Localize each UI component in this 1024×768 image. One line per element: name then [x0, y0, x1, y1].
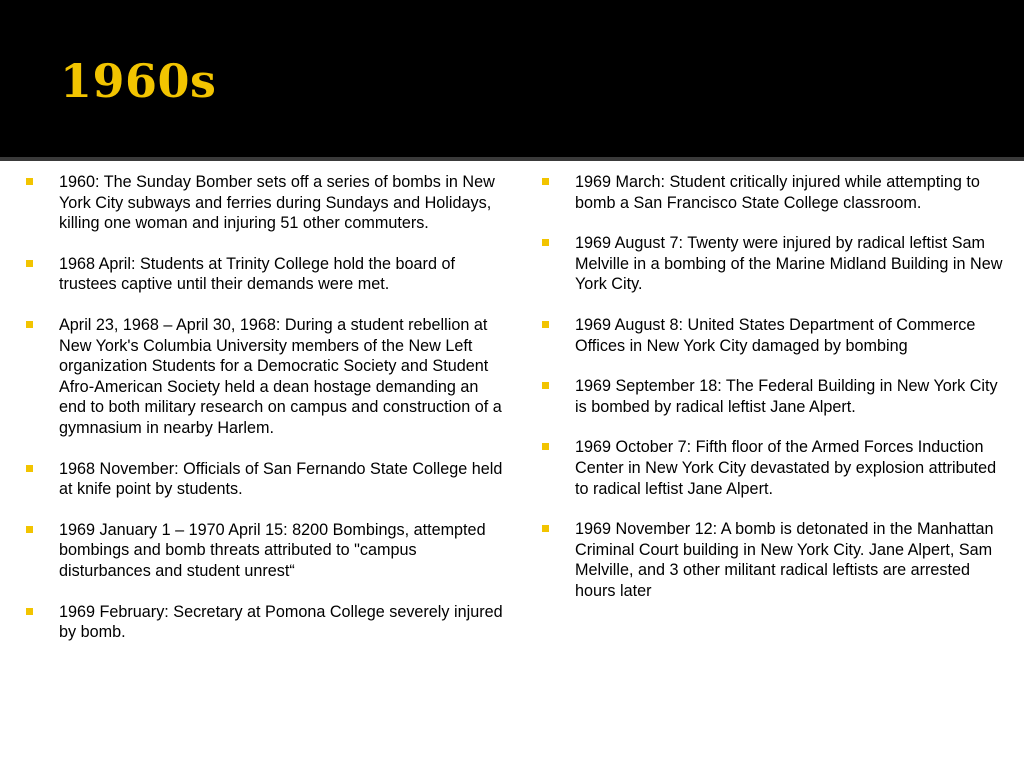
list-item	[540, 172, 1010, 213]
list-item-text: 1968 November: Officials of San Fernando State College held at knife point by students.	[59, 459, 503, 499]
square-bullet-icon	[26, 178, 33, 185]
left-bullet-list	[24, 172, 509, 663]
list-item-text: 1960: The Sunday Bomber sets off a series of bombs in New York City subways and ferries during Sundays and Holidays, killing one woman and injuring 51 other commuters.	[59, 173, 495, 233]
list-item	[540, 233, 1010, 295]
square-bullet-icon	[542, 382, 549, 389]
right-bullet-list	[540, 172, 1010, 622]
list-item	[24, 172, 509, 234]
list-item-text: 1969 February: Secretary at Pomona College severely injured by bomb.	[59, 602, 503, 642]
square-bullet-icon	[542, 239, 549, 246]
list-item	[24, 602, 509, 643]
square-bullet-icon	[26, 321, 33, 328]
list-item-text: 1969 January 1 – 1970 April 15: 8200 Bombings, attempted bombings and bomb threats attributed to "campus disturbances and student unrest“	[59, 520, 486, 580]
square-bullet-icon	[542, 178, 549, 185]
list-item-text: 1969 November 12: A bomb is detonated in the Manhattan Criminal Court building in New York City. Jane Alpert, Sam Melville, and 3 other militant radical leftists are arrested hours later	[575, 520, 994, 600]
square-bullet-icon	[542, 321, 549, 328]
slide-title: 1960s	[60, 54, 217, 108]
list-item-text: 1969 October 7: Fifth floor of the Armed Forces Induction Center in New York City devastated by explosion attributed to radical leftist Jane Alpert.	[575, 438, 997, 498]
list-item-text: 1969 August 7: Twenty were injured by radical leftist Sam Melville in a bombing of the Marine Midland Building in New York City.	[575, 234, 1003, 294]
list-item-text: 1969 August 8: United States Department of Commerce Offices in New York City damaged by bombing	[575, 315, 976, 355]
square-bullet-icon	[26, 465, 33, 472]
list-item-text: April 23, 1968 – April 30, 1968: During a student rebellion at New York's Columbia University members of the New Left organization Students for a Democratic Society and Student Afro-American Society held a dean hostage demanding an end to both military research on campus and construction of a gymnasium in nearby Harlem.	[59, 315, 502, 437]
list-item	[540, 315, 1010, 356]
list-item	[24, 254, 509, 295]
list-item-text: 1969 March: Student critically injured while attempting to bomb a San Francisco State College classroom.	[575, 173, 980, 212]
list-item	[24, 315, 509, 439]
title-divider	[0, 157, 1024, 161]
square-bullet-icon	[26, 260, 33, 267]
list-item	[24, 459, 509, 500]
list-item	[540, 376, 1010, 417]
list-item	[24, 520, 509, 582]
list-item-text: 1968 April: Students at Trinity College hold the board of trustees captive until their demands were met.	[59, 254, 455, 294]
square-bullet-icon	[542, 443, 549, 450]
title-bar	[0, 0, 1024, 157]
square-bullet-icon	[26, 608, 33, 615]
list-item	[540, 519, 1010, 601]
square-bullet-icon	[26, 526, 33, 533]
list-item-text: 1969 September 18: The Federal Building in New York City is bombed by radical leftist Jane Alpert.	[575, 377, 998, 416]
square-bullet-icon	[542, 525, 549, 532]
list-item	[540, 437, 1010, 499]
